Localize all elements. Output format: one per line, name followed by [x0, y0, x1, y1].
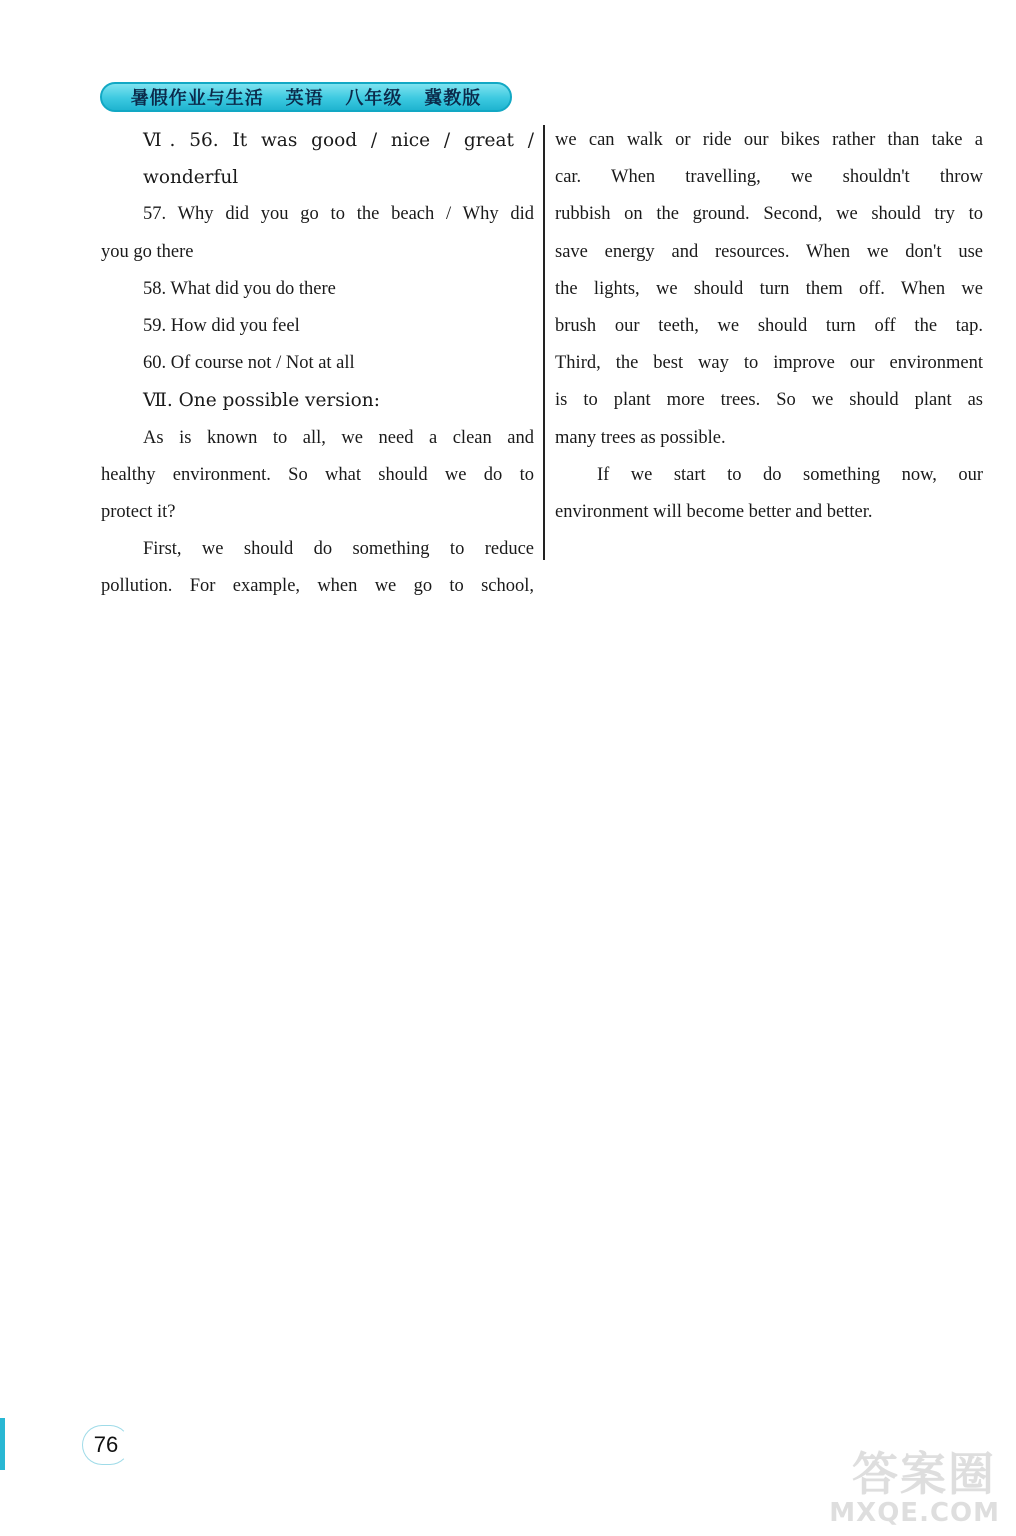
answer-line: Ⅵ. 56. It was good / nice / great / wonderful	[143, 130, 534, 189]
right-column	[555, 122, 983, 531]
answer-line: 59. How did you feel	[143, 316, 300, 337]
header-title: 暑假作业与生活 英语 八年级 冀教版	[130, 88, 482, 109]
essay-line: If we start to do something now, our	[597, 464, 983, 485]
essay-line: rubbish on the ground. Second, we should try to	[555, 204, 983, 225]
page-number: 76	[82, 1425, 130, 1465]
essay-line: environment will become better and better.	[555, 502, 873, 523]
essay-line: the lights, we should turn them off. When we	[555, 278, 983, 299]
essay-line: we can walk or ride our bikes rather than take a	[555, 130, 983, 150]
essay-line: pollution. For example, when we go to school,	[101, 576, 534, 597]
watermark-logo	[814, 1438, 1004, 1528]
watermark-url: MXQE.COM	[829, 1498, 1000, 1528]
essay-line: brush our teeth, we should turn off the tap.	[555, 316, 983, 337]
header-banner	[100, 82, 512, 112]
watermark-title: 答案圈	[852, 1447, 996, 1501]
essay-line: healthy environment. So what should we do to	[101, 464, 534, 485]
answer-line: you go there	[101, 241, 194, 262]
answer-line: 57. Why did you go to the beach / Why did	[143, 204, 534, 225]
page-edge-mark	[0, 1418, 5, 1470]
answer-line: 58. What did you do there	[143, 278, 336, 299]
left-column	[101, 122, 534, 606]
column-divider	[543, 125, 545, 560]
essay-line: car. When travelling, we shouldn't throw	[555, 167, 983, 188]
essay-line: protect it?	[101, 502, 176, 523]
essay-line: is to plant more trees. So we should plant as	[555, 390, 983, 411]
essay-line: save energy and resources. When we don't use	[555, 241, 983, 262]
essay-line: First, we should do something to reduce	[143, 539, 534, 560]
answer-line: 60. Of course not / Not at all	[143, 353, 355, 374]
essay-line: many trees as possible.	[555, 427, 726, 448]
section-heading: Ⅶ. One possible version:	[143, 390, 380, 412]
essay-line: As is known to all, we need a clean and	[143, 427, 534, 448]
essay-line: Third, the best way to improve our environment	[555, 353, 983, 374]
